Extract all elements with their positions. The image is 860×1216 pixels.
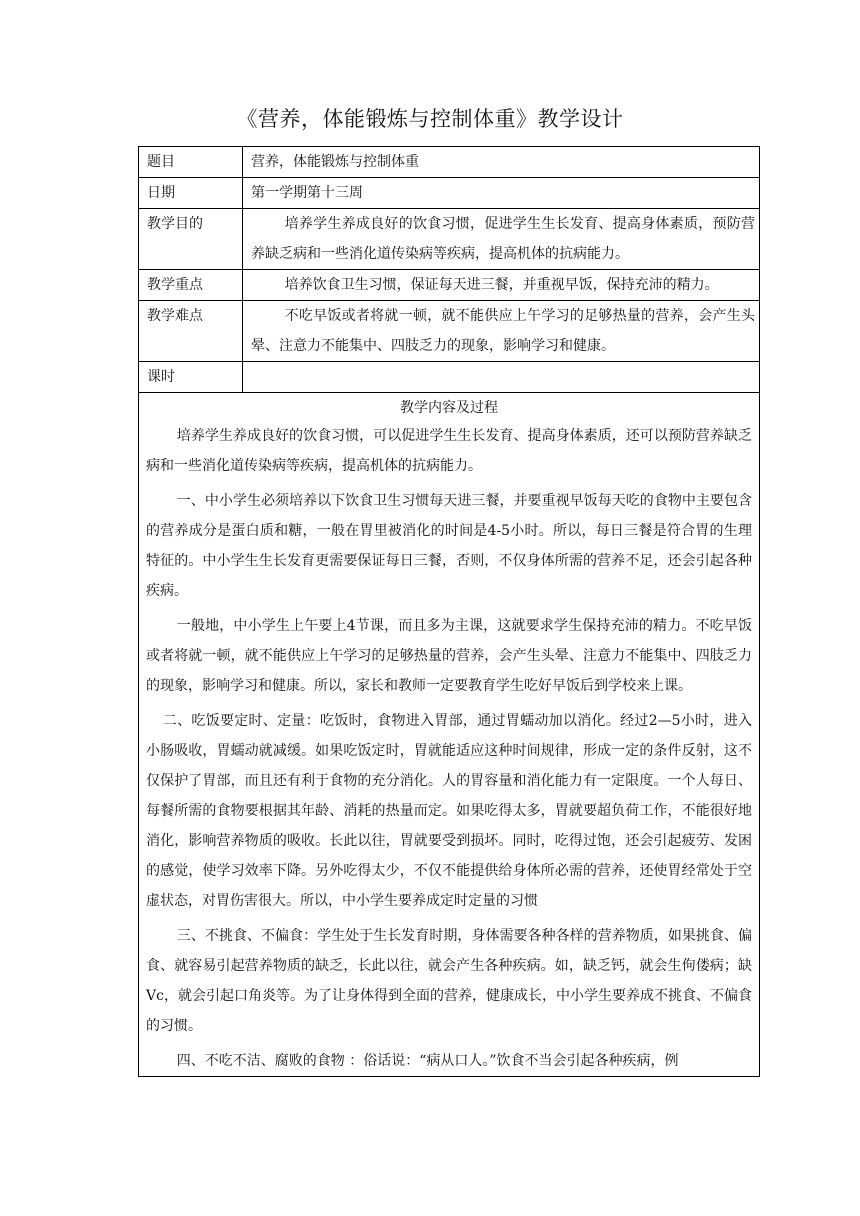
content-paragraph: 三、不挑食、不偏食：学生处于生长发育时期，身体需要各种各样的营养物质，如果挑食、偏食、就容易引起营养物质的缺乏，长此以往，就会产生各种疾病。如，缺乏钙，就会生佝偻病；缺Vc，就会引起口角炎等。为了让身体得到全面的营养，健康成长，中小学生要养成不挑食、不偏食的习惯。	[146, 928, 752, 1034]
table-row-objective	[139, 209, 760, 270]
content-paragraph: 一、中小学生必须培养以下饮食卫生习惯每天进三餐，并要重视早饭每天吃的食物中主要包含的营养成分是蛋白质和糖，一般在胃里被消化的时间是4-5小时。所以，每日三餐是符合胃的生理特征的。中小学生生长发育更需要保证每日三餐，否则，不仅身体所需的营养不足，还会引起各种疾病。	[146, 493, 752, 599]
content-paragraph: 四、不吃不洁、腐败的食物 ：俗话说：“病从口人。”饮食不当会引起各种疾病，例	[176, 1053, 679, 1069]
topic-value: 营养，体能锻炼与控制体重	[243, 147, 760, 178]
content-heading: 教学内容及过程	[400, 400, 498, 416]
table-row-periods	[139, 362, 760, 393]
key-point-label: 教学重点	[139, 270, 243, 301]
content-paragraph: 一般地，中小学生上午要上4节课，而且多为主课，这就要求学生保持充沛的精力。不吃早饭或者将就一顿，就不能供应上午学习的足够热量的营养，会产生头晕、注意力不能集中、四肢乏力的现象，影响学习和健康。所以，家长和教师一定要教育学生吃好早饭后到学校来上课。	[146, 618, 752, 694]
periods-value	[243, 362, 760, 393]
table-row-content	[139, 393, 760, 1077]
table-row-date	[139, 178, 760, 209]
difficulty-label: 教学难点	[139, 301, 243, 362]
periods-label: 课时	[139, 362, 243, 393]
table-row-key-point	[139, 270, 760, 301]
content-paragraph: 培养学生养成良好的饮食习惯，可以促进学生生长发育、提高身体素质，还可以预防营养缺乏病和一些消化道传染病等疾病，提高机体的抗病能力。	[146, 428, 752, 474]
date-value: 第一学期第十三周	[243, 178, 760, 209]
objective-value: 培养学生养成良好的饮食习惯，促进学生生长发育、提高身体素质，预防营养缺乏病和一些消化道传染病等疾病，提高机体的抗病能力。	[243, 209, 760, 270]
date-label: 日期	[139, 178, 243, 209]
table-row-topic	[139, 147, 760, 178]
content-paragraph: 二、吃饭要定时、定量：吃饭时，食物进入胃部，通过胃蠕动加以消化。经过2—5小时，进入小肠吸收，胃蠕动就减缓。如果吃饭定时，胃就能适应这种时间规律，形成一定的条件反射，这不仅保护了胃部，而且还有利于食物的充分消化。人的胃容量和消化能力有一定限度。一个人每日、每餐所需的食物要根据其年龄、消耗的热量而定。如果吃得太多，胃就要超负荷工作，不能很好地消化，影响营养物质的吸收。长此以往，胃就要受到损坏。同时，吃得过饱，还会引起疲劳、发困的感觉，使学习效率下降。另外吃得太少，不仅不能提供给身体所必需的营养，还使胃经常处于空虚状态，对胃伤害很大。所以，中小学生要养成定时定量的习惯	[146, 713, 752, 909]
topic-label: 题目	[139, 147, 243, 178]
objective-label: 教学目的	[139, 209, 243, 270]
difficulty-value: 不吃早饭或者将就一顿，就不能供应上午学习的足够热量的营养，会产生头晕、注意力不能集中、四肢乏力的现象，影响学习和健康。	[243, 301, 760, 362]
table-row-difficulty	[139, 301, 760, 362]
key-point-value: 培养饮食卫生习惯，保证每天进三餐，并重视早饭，保持充沛的精力。	[243, 270, 760, 301]
document-title: 《营养，体能锻炼与控制体重》教学设计	[236, 107, 624, 131]
lesson-plan-table	[138, 146, 760, 1077]
content-cell	[139, 393, 760, 1077]
